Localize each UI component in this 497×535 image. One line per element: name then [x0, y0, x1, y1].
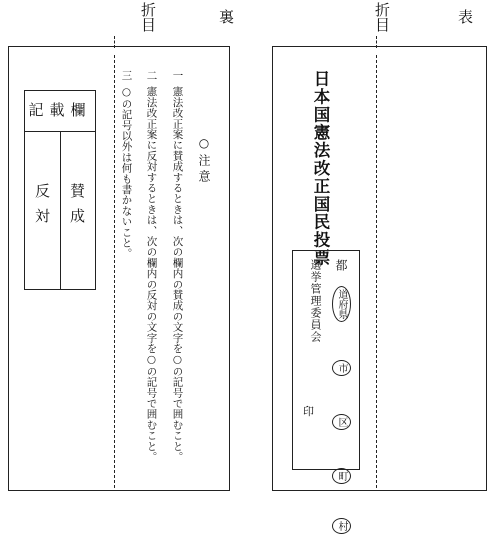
to-label: 都: [334, 259, 348, 271]
ward-mark: 区: [332, 414, 351, 430]
issuer-box: [292, 250, 360, 531]
record-table: [24, 90, 96, 290]
back-fold-line: [114, 55, 115, 488]
issuer-prefecture-line: [332, 259, 351, 535]
front-side-label: 表: [458, 8, 474, 26]
note-1-number: 一: [171, 70, 184, 81]
note-2-text: 憲法改正案に反対するときは、次の欄内の反対の文字を○の記号で囲むこと。: [145, 86, 158, 462]
note-3-text: ○の記号以外は何も書かないこと。: [120, 86, 133, 259]
seal-label: 印: [303, 405, 314, 418]
prefecture-mark: 道府県: [332, 286, 351, 322]
front-fold-line: [376, 55, 377, 488]
record-header: 記載欄: [28, 101, 92, 119]
ballot-title: 日本国憲法改正国民投票: [311, 70, 330, 267]
record-column-divider: [60, 131, 61, 289]
notes-title: ○注意: [197, 136, 211, 186]
election-committee: 選挙管理委員会: [309, 259, 322, 343]
city-mark: 市: [332, 360, 351, 376]
town-mark: 町: [332, 468, 351, 484]
approve-cell[interactable]: 賛成: [68, 183, 86, 233]
note-2-number: 二: [145, 70, 158, 81]
back-side-label: 裏: [219, 8, 235, 26]
oppose-cell[interactable]: 反対: [33, 183, 51, 233]
village-mark: 村: [332, 518, 351, 534]
note-3-number: 三: [120, 70, 133, 81]
back-fold-label: 折目: [139, 2, 157, 32]
note-1-text: 憲法改正案に賛成するときは、次の欄内の賛成の文字を○の記号で囲むこと。: [171, 86, 184, 462]
front-fold-label: 折目: [373, 2, 391, 32]
